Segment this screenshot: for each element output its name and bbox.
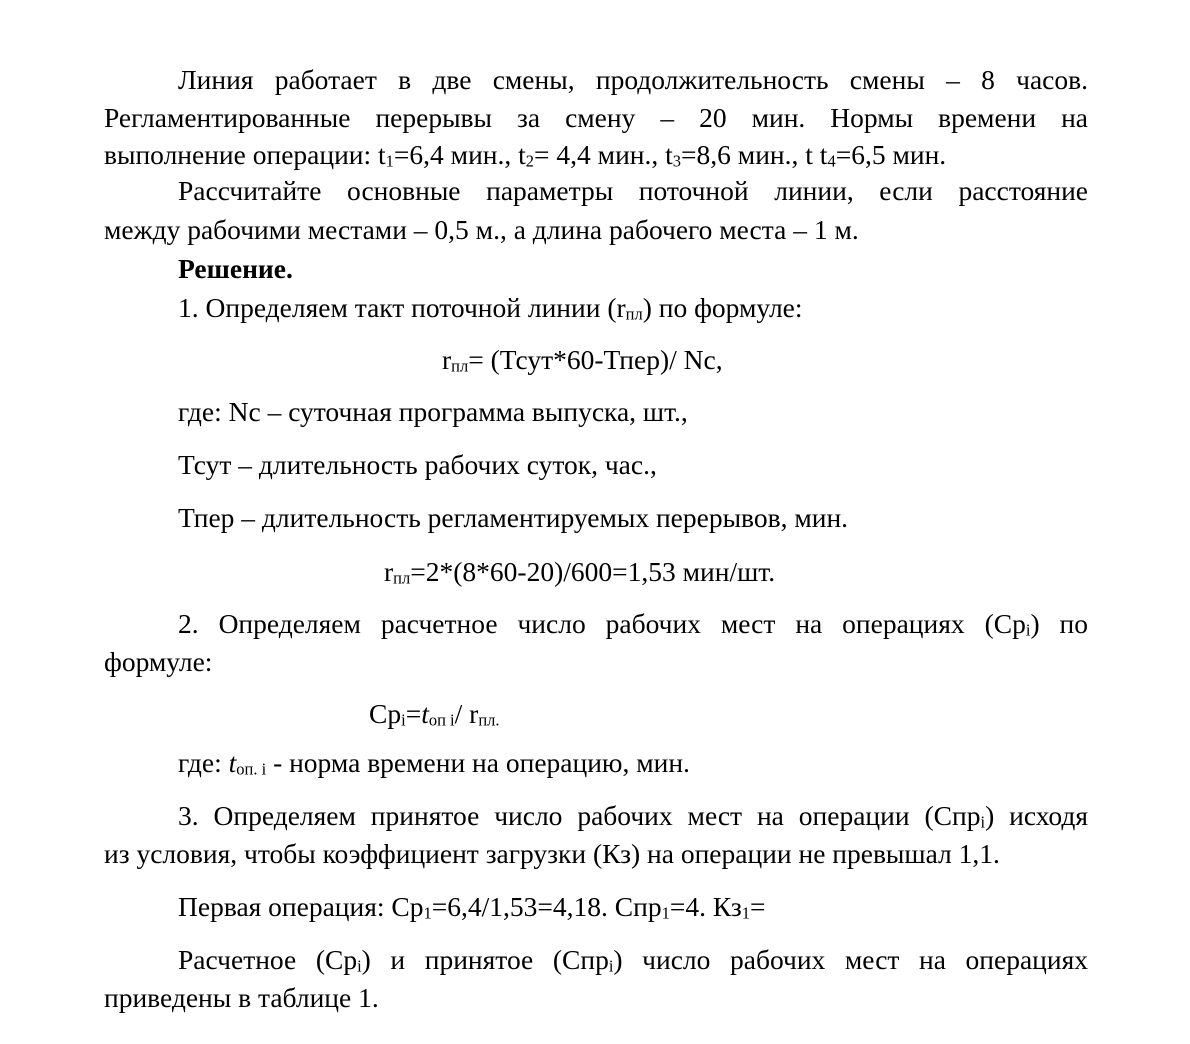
definition-nc: где: Nс – суточная программа выпуска, шт., [178, 396, 688, 427]
step3-line-1: 3. Определяем принятое число рабочих мест на операции (Спр$_i$) исходя [178, 800, 1088, 832]
table-ref-line-2: приведены в таблице 1. [104, 982, 379, 1013]
step2-line-1: 2. Определяем расчетное число рабочих мест на операциях $(Ср_i)$ по [178, 608, 1089, 640]
problem-line-5: между рабочими местами – 0,5 м., а длина рабочего места – 1 м. [104, 214, 859, 245]
definition-top: где: $t_{оп. i}$ - норма времени на операцию, мин. [178, 747, 690, 779]
step3-line-2: из условия, чтобы коэффициент загрузки (Кз) на операции не превышал 1,1. [104, 838, 1000, 869]
takt-calculation: $r_{пл}=2*(8*60-20)/600=1,53$ мин/шт. [384, 556, 776, 588]
solution-heading: Решение. [178, 253, 293, 284]
step2-line-2: формуле: [104, 646, 213, 677]
problem-line-4: Рассчитайте основные параметры поточной линии, если расстояние [178, 175, 1088, 206]
workplaces-formula: $Ср_i=t_{оп i}/$ $r_{пл.}$ [369, 698, 500, 730]
takt-formula: $r_{пл}=$ (Тсут*60-Тпер)/ Nс, [442, 344, 723, 376]
step1-intro: 1. Определяем такт поточной линии $(r_{пл})$ по формуле: [178, 292, 803, 324]
definition-tsut: Тсут – длительность рабочих суток, час., [178, 449, 657, 480]
table-ref-line-1: Расчетное $(Ср_i)$ и принятое (Спр$_i$) число рабочих мест на операциях [178, 944, 1089, 976]
first-operation-calc: Первая операция: $Ср_1=6,4/1,53=4,18$. Спр$_1$=4. $Кз_1=$ [178, 891, 766, 923]
problem-line-3: выполнение операции: $t_1=6,4$ мин., $t_2= 4,4$ мин., $t_3=8,6$ мин., t $t_4=6,5$ мин. [104, 139, 947, 171]
problem-line-2: Регламентированные перерывы за смену – 20 мин. Нормы времени на [104, 102, 1088, 133]
definition-tper: Тпер – длительность регламентируемых перерывов, мин. [178, 502, 849, 533]
problem-line-1: Линия работает в две смены, продолжительность смены – 8 часов. [178, 64, 1088, 95]
